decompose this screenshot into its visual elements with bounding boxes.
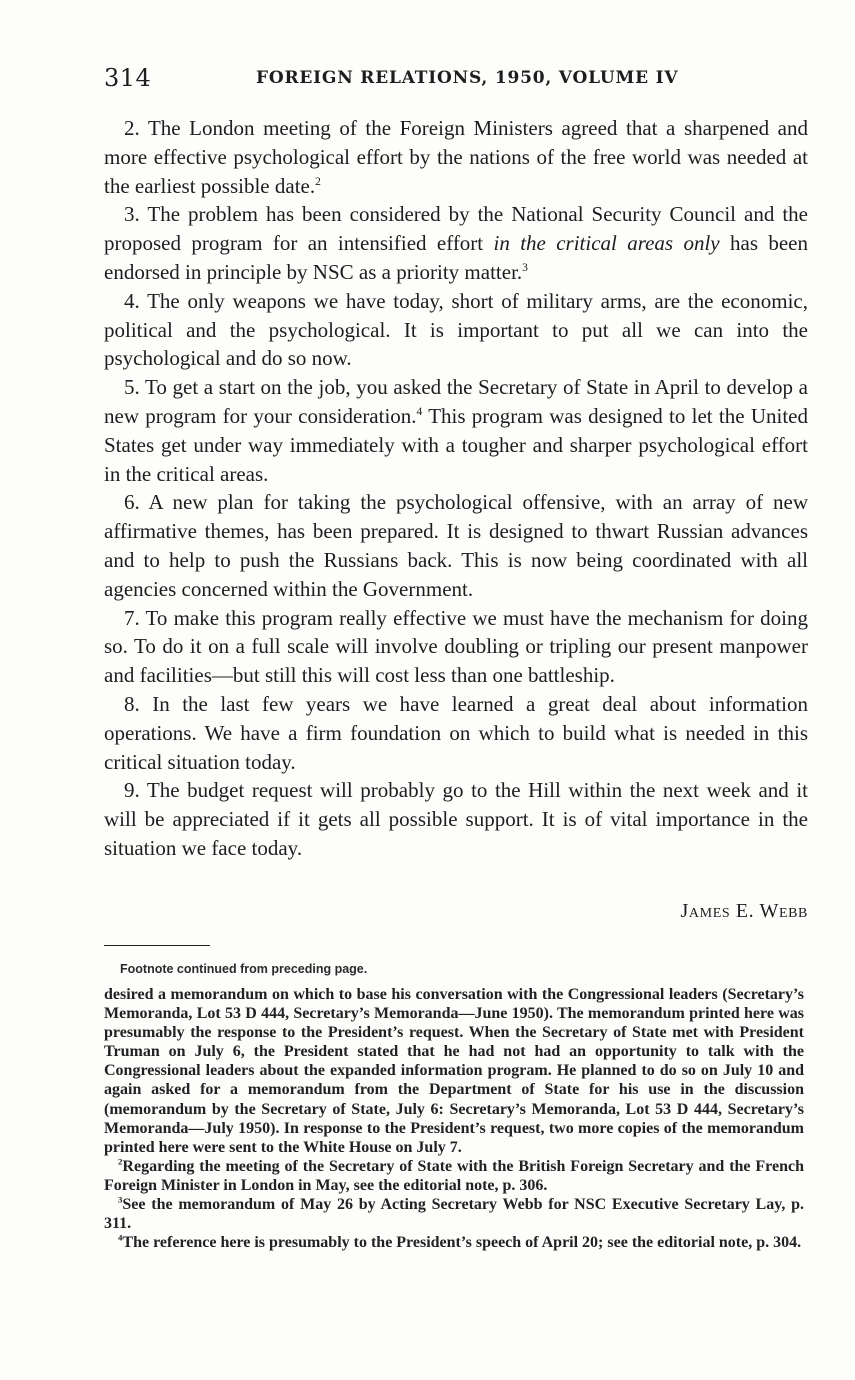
footnote-ref: 3 (522, 261, 528, 274)
footnote-ref: 2 (315, 175, 321, 188)
paragraph-text: 8. In the last few years we have learned a great deal about information operations. We have a firm foundation on which to build what is needed in this critical situation today. (104, 691, 808, 774)
footnote-marker: 2 (118, 1156, 123, 1167)
page-number: 314 (104, 64, 152, 92)
footnote-continued-label: Footnote continued from preceding page. (120, 962, 368, 976)
footnote-3 (104, 1195, 804, 1233)
paragraph-4 (104, 287, 808, 373)
footnotes (104, 985, 804, 1252)
paragraph-text: 5. To get a start on the job, you asked the Secretary of State in April to develop a new program for your consideration. (104, 375, 808, 428)
footnote-ref: 4 (416, 405, 423, 418)
page-header (104, 64, 808, 96)
paragraph-text: 6. A new plan for taking the psychological offensive, with an array of new affirmative themes, has been prepared. It is designed to thwart Russian advances and to help to push the Russians back. This is now being coordinated with all agencies concerned within the Government. (104, 490, 808, 601)
footnote-continued-text: desired a memorandum on which to base his conversation with the Congressional leaders (Secretary’s Memoranda, Lot 53 D 444, Secretary’s Memoranda—June 1950). The memorandum printed here was presumably the response to the President’s request. When the Secretary of State met with President Truman on July 6, the President stated that he had not had an opportunity to talk with the Congressional leaders about the expanded information program. He planned to do so on July 10 and again asked for a memorandum from the Department of State for his use in the discussion (memorandum by the Secretary of State, July 6: Secretary’s Memoranda, Lot 53 D 444, Secretary’s Memoranda—July 1950). In response to the President’s request, two more copies of the memorandum printed here were sent to the White House on July 7. (104, 986, 804, 1156)
paragraph-9 (104, 776, 808, 862)
footnote-text: The reference here is presumably to the President’s speech of April 20; see the editorial note, p. 304. (122, 1234, 802, 1252)
footnote-divider (104, 945, 210, 946)
footnote-marker: 4 (118, 1232, 123, 1243)
paragraph-text: This program was designed to let the United States get under way immediately with a tougher and sharper psychological effort in the critical areas. (104, 403, 808, 486)
running-head: FOREIGN RELATIONS, 1950, VOLUME IV (256, 68, 679, 88)
paragraph-3 (104, 200, 808, 286)
paragraph-text: 4. The only weapons we have today, short of military arms, are the economic, political and the psychological. It is important to put all we can into the psychological and do so now. (104, 288, 808, 371)
footnote-text: See the memorandum of May 26 by Acting Secretary Webb for NSC Executive Secretary Lay, p. 311. (104, 1196, 804, 1233)
paragraph-6 (104, 488, 808, 603)
signature: James E. Webb (680, 900, 808, 922)
footnote-marker: 3 (118, 1194, 123, 1205)
footnote-4 (104, 1233, 804, 1252)
paragraph-7 (104, 604, 808, 690)
paragraph-2 (104, 114, 808, 200)
paragraph-text: 9. The budget request will probably go to the Hill within the next week and it will be appreciated if it gets all possible support. It is of vital importance in the situation we face today. (104, 778, 808, 860)
footnote-text: Regarding the meeting of the Secretary of State with the British Foreign Secretary and the French Foreign Minister in London in May, see the editorial note, p. 306. (104, 1157, 804, 1194)
paragraph-text: 2. The London meeting of the Foreign Ministers agreed that a sharpened and more effective psychological effort by the nations of the free world was needed at the earliest possible date. (104, 116, 808, 198)
footnote-2 (104, 1157, 804, 1195)
paragraph-text: 3. The problem has been considered by the National Security Council and the proposed program for an intensified effort (104, 202, 808, 256)
paragraph-5 (104, 373, 808, 488)
paragraph-text: 7. To make this program really effective we must have the mechanism for doing so. To do it on a full scale will involve doubling or tripling our present manpower and facilities—but still this will cost less than one battleship. (104, 605, 808, 688)
paragraph-8 (104, 690, 808, 776)
paragraph-text: has been endorsed in principle by NSC as a priority matter. (104, 231, 808, 284)
memorandum-body (104, 114, 808, 863)
emphasis-text: in the critical areas only (493, 231, 720, 256)
